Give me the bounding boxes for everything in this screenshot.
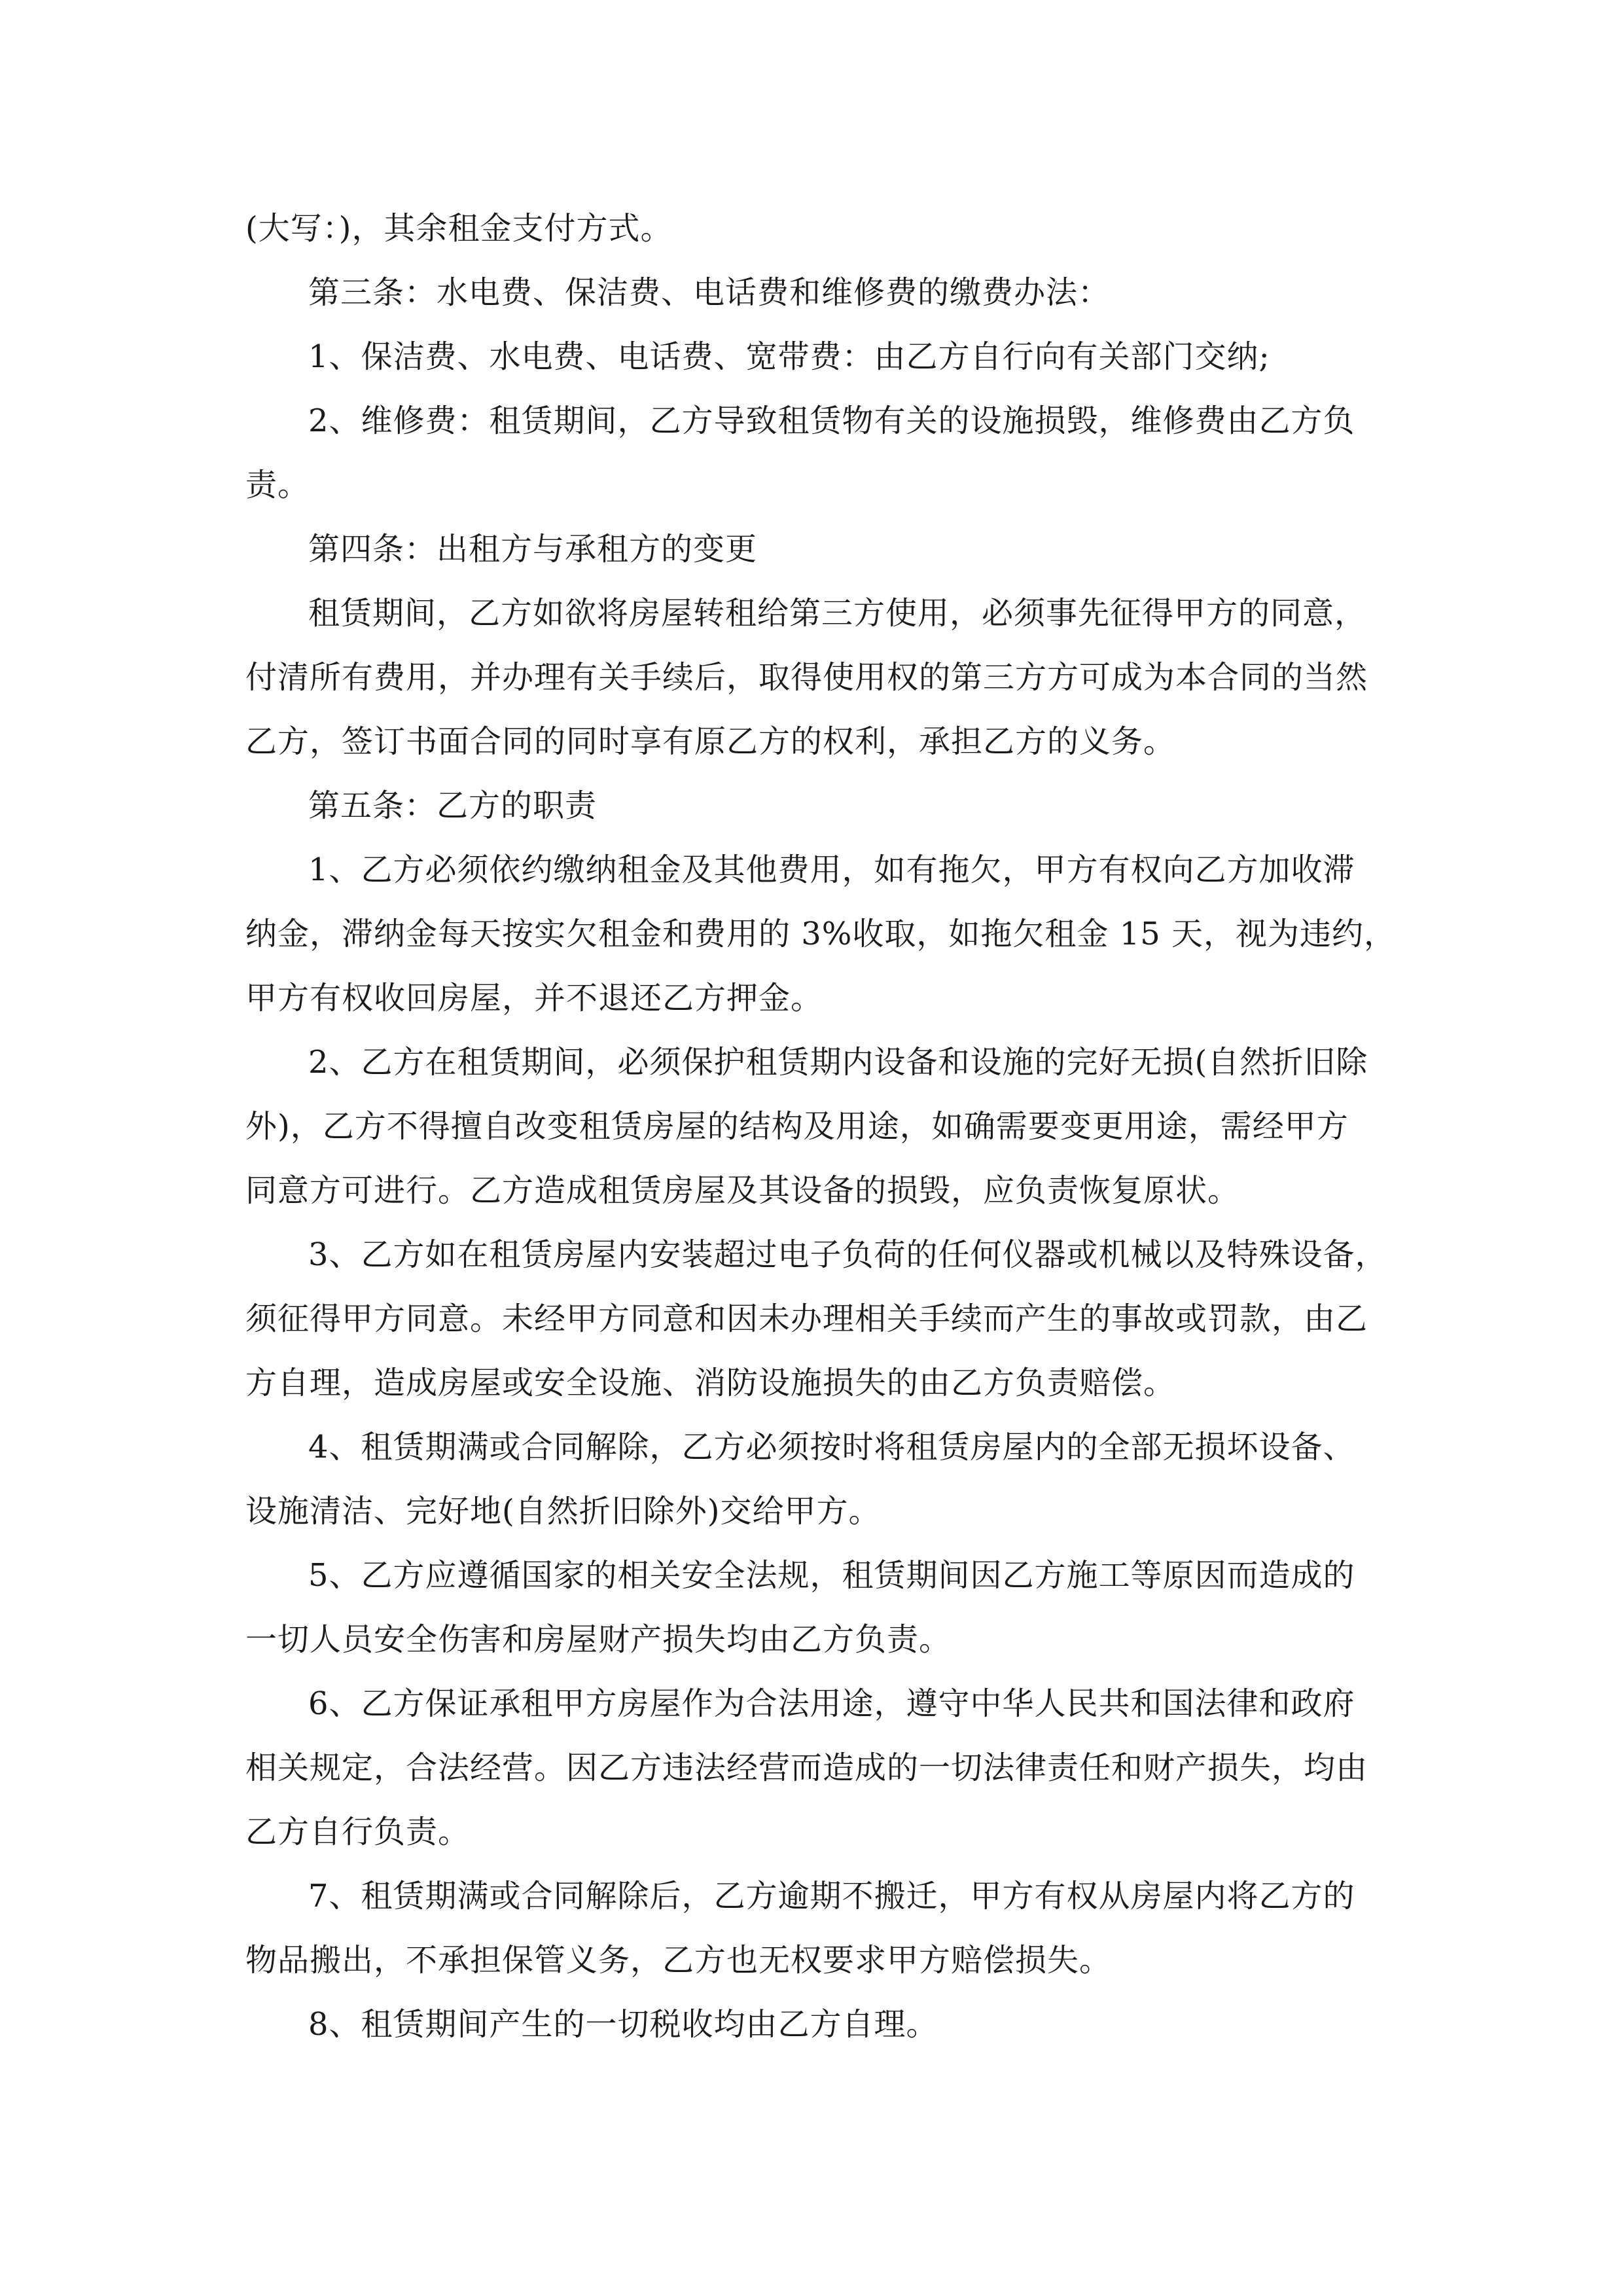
text-line: 租赁期间，乙方如欲将房屋转租给第三方使用，必须事先征得甲方的同意， — [308, 595, 1367, 632]
text-line: 纳金，滞纳金每天按实欠租金和费用的 3%收取，如拖欠租金 15 天，视为违约， — [245, 916, 1397, 952]
text-line: 2、维修费：租赁期间，乙方导致租赁物有关的设施损毁，维修费由乙方负 — [308, 403, 1355, 439]
text-line: 设施清洁、完好地(自然折旧除外)交给甲方。 — [245, 1493, 881, 1530]
text-line: 7、租赁期满或合同解除后，乙方逾期不搬迁，甲方有权从房屋内将乙方的 — [308, 1878, 1355, 1914]
article-heading: 第五条：乙方的职责 — [308, 787, 597, 824]
text-line: 方自理，造成房屋或安全设施、消防设施损失的由乙方负责赔偿。 — [245, 1365, 1176, 1401]
text-line: 一切人员安全伤害和房屋财产损失均由乙方负责。 — [245, 1621, 952, 1658]
text-line: (大写：)，其余租金支付方式。 — [245, 210, 673, 247]
article-heading: 第三条：水电费、保洁费、电话费和维修费的缴费办法： — [308, 274, 1111, 311]
text-line: 2、乙方在租赁期间，必须保护租赁期内设备和设施的完好无损(自然折旧除 — [308, 1044, 1368, 1081]
text-line: 5、乙方应遵循国家的相关安全法规，租赁期间因乙方施工等原因而造成的 — [308, 1557, 1355, 1594]
text-line: 责。 — [245, 467, 310, 503]
text-line: 1、保洁费、水电费、电话费、宽带费：由乙方自行向有关部门交纳; — [308, 338, 1270, 375]
text-line: 甲方有权收回房屋，并不退还乙方押金。 — [245, 980, 823, 1016]
article-heading: 第四条：出租方与承租方的变更 — [308, 531, 758, 567]
text-line: 8、租赁期间产生的一切税收均由乙方自理。 — [308, 2006, 938, 2043]
text-line: 付清所有费用，并办理有关手续后，取得使用权的第三方方可成为本合同的当然 — [245, 659, 1368, 696]
text-line: 3、乙方如在租赁房屋内安装超过电子负荷的任何仪器或机械以及特殊设备， — [308, 1236, 1387, 1273]
text-line: 乙方自行负责。 — [245, 1814, 471, 1850]
text-line: 6、乙方保证承租甲方房屋作为合法用途，遵守中华人民共和国法律和政府 — [308, 1685, 1355, 1722]
text-line: 乙方，签订书面合同的同时享有原乙方的权利，承担乙方的义务。 — [245, 723, 1176, 760]
text-line: 须征得甲方同意。未经甲方同意和因未办理相关手续而产生的事故或罚款，由乙 — [245, 1300, 1368, 1337]
text-line: 相关规定，合法经营。因乙方违法经营而造成的一切法律责任和财产损失，均由 — [245, 1749, 1368, 1786]
text-line: 同意方可进行。乙方造成租赁房屋及其设备的损毁，应负责恢复原状。 — [245, 1172, 1240, 1209]
text-line: 1、乙方必须依约缴纳租金及其他费用，如有拖欠，甲方有权向乙方加收滞 — [308, 852, 1355, 888]
text-line: 4、租赁期满或合同解除，乙方必须按时将租赁房屋内的全部无损坏设备、 — [308, 1429, 1355, 1465]
text-line: 物品搬出，不承担保管义务，乙方也无权要求甲方赔偿损失。 — [245, 1942, 1112, 1979]
document-page — [245, 196, 1397, 2056]
text-line: 外)，乙方不得擅自改变租赁房屋的结构及用途，如确需要变更用途，需经甲方 — [245, 1108, 1349, 1145]
